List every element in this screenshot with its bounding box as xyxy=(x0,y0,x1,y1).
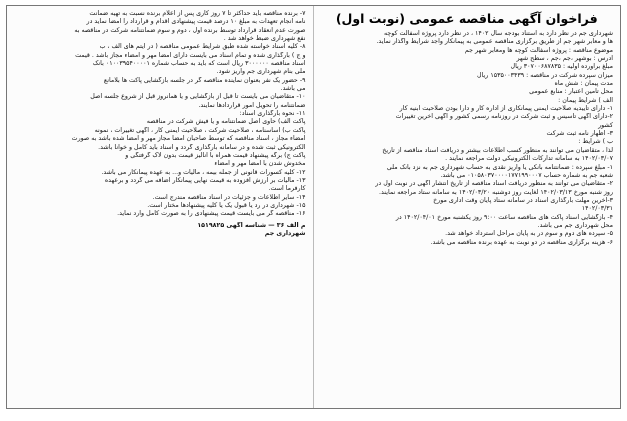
text-line: ضمانتنامه را تحویل امور قراردادها نمایند. xyxy=(198,101,306,109)
text-line: شعبه جم به شماره حساب ۰۱۰۵۸۰۳۷۰۰۰۰۱۷۷۱۹۹۰۰۰۷ می باشد. xyxy=(440,171,613,179)
text-line: روز شنبه مورخ ۱۴۰۲/۰۳/۱۳ لغایت روز دوشنبه ۱۴۰۲/۰۳/۲۰ به سامانه ستاد مراجعه نمایند. xyxy=(378,188,613,196)
text-line: نفع شهرداری ضبط خواهد شد . xyxy=(223,35,306,43)
text-line: پاکت ب) اساسنامه ، صلاحیت شرکت ، صلاحیت ایمنی کار ، آگهی تغییرات ، نمونه xyxy=(94,126,306,134)
announcement-title: فراخوان آگهی مناقصه عمومی (نوبت اول) xyxy=(335,11,598,26)
text-line: ۱- مبلغ سپرده : ضمانتنامه بانکی یا واریز نقدی به حساب شهرداری جم به نزد بانک ملی xyxy=(386,163,613,171)
text-line: الف ) شرایط پیمان : xyxy=(558,96,613,104)
text-line: می باشد. xyxy=(280,85,306,93)
text-line: ۲- متقاضیان می توانند به منظور دریافت اسناد مناقصه از تاریخ انتشار آگهی در نوبت اول در xyxy=(375,180,613,188)
text-line: ۱۵- شهرداری در رد یا قبول یک یا کلیه پیشنهادها مختار است. xyxy=(147,201,306,209)
signature-block xyxy=(14,222,306,239)
text-line: الکترونیکی ثبت شده و در سامانه بارگذاری گردد و اسناد باید کامل و خوانا باشد. xyxy=(98,143,306,151)
text-line: ۱- دارای تاییدیه صلاحیت ایمنی پیمانکاری از اداره کار و دارا بودن صلاحیت ابنیه کار xyxy=(399,105,613,113)
text-line: ها و معابر شهر جم از طریق برگزاری مناقصه عمومی به پیمانکار واجد شرایط واگذار نماید. xyxy=(376,38,613,46)
text-line: ۱۶- مناقصه گر می بایست قیمت پیشنهادی را به صورت کامل وارد نماید. xyxy=(117,210,306,218)
text-line: ۴- بازگشایی اسناد پاکت های مناقصه ساعت ۹:۰۰ روز یکشنبه مورخ ۱۴۰۲/۰۴/۰۱ در xyxy=(395,213,613,221)
text-line: ۱۱- نحوه بارگذاری اسناد: xyxy=(239,110,306,118)
text-line: ۷- برنده مناقصه باید حداکثر تا ۷ روز کاری پس از اعلام برنده نسبت به تهیه ضمانت xyxy=(89,10,306,17)
text-line: امضاء مجاز ، اسناد مناقصه که توسط صاحبان امضا مجاز مهر و امضا شده باشد به صورت xyxy=(71,135,306,143)
text-line: کارفرما است. xyxy=(268,185,306,193)
text-line: ۶- هزینه برگزاری مناقصه در دو نوبت به عهده برنده مناقصه می باشد. xyxy=(430,238,613,246)
text-line: محل شهرداری جم می باشد. xyxy=(537,221,613,229)
announcement-code: م الف ۳۶ — شناسه آگهی ۱۵۱۹۸۲۵ xyxy=(197,221,306,229)
text-line: ۳- اظهار نامه ثبت شرکت xyxy=(546,130,613,138)
text-line: میزان سپرده شرکت در مناقصه : ۱۵۳۵۰۰۳۴۳۹ ریال xyxy=(477,71,613,79)
text-line: ۸- کلیه اسناد خواسته شده طبق شرایط عمومی مناقصه ( در آیتم های الف ، ب xyxy=(99,43,306,51)
text-line: اسناد مناقصه ۳۰۰۰۰۰۰ ریال است که باید به حساب شماره ۰۱۰۰۳۹۵۴۰۰۰۰۱ بانک xyxy=(92,60,306,68)
text-line: ۱۲- کلیه کسورات قانونی از جمله بیمه ، مالیات و... به عهده پیمانکار می باشد. xyxy=(101,168,306,176)
right-column-text xyxy=(321,30,614,247)
text-line: نامه انجام تعهدات به مبلغ ۱۰ درصد قیمت پیشنهادی اقدام و قرارداد را امضا نماید در xyxy=(86,18,306,26)
text-line: شهرداری جم در نظر دارد به استناد بودجه سال ۱۴۰۲ ، در نظر دارد پروژه آسفالت کوچه xyxy=(383,30,613,37)
text-line: پاکت الف) حاوی اصل ضمانتنامه و یا فیش شرکت در مناقصه xyxy=(146,118,306,126)
text-line: ۱۴۰۲/۰۳/۳۱ xyxy=(581,205,613,213)
text-line: مبلغ برآورده اولیه : ۳۰۷۰۰۶۸۷۸۳۵ ریال xyxy=(510,63,613,71)
text-line: ۱۳- مالیات بر ارزش افزوده به قیمت نهایی پیمانکار اضافه می گردد و برعهده xyxy=(104,176,306,184)
text-line: ۱۴- سایر اطلاعات و جزئیات در اسناد مناقصه مندرج است. xyxy=(152,193,306,201)
text-line: ب ) شرایط : xyxy=(578,138,613,146)
issuer-name: شهرداری جم xyxy=(264,229,306,237)
text-line: ۳-آخرین مهلت بارگذاری اسناد در سامانه ستاد پایان وقت اداری مورخ xyxy=(433,196,613,204)
text-line: ۹- حضور یک نفر بعنوان نماینده مناقصه گر در جلسه بازگشایی پاکت ها بلامانع xyxy=(103,76,306,84)
text-line: محل تامین اعتبار : منابع عمومی xyxy=(529,88,613,96)
text-line: ملی بنام شهرداری جم واریز شود. xyxy=(216,68,306,76)
text-line: ۱۰- متقاضیان می بایست تا قبل از بازگشایی و یا همانروز قبل از شروع جلسه اصل xyxy=(90,93,306,101)
text-line: صورت عدم انعقاد قرارداد توسط برنده اول ، دوم و سوم ضمانتنامه شرکت در مناقصه به xyxy=(74,26,306,34)
text-line: ۲-دارای آگهی تاسیس و ثبت شرکت در روزنامه رسمی کشور و آگهی آخرین تغییرات xyxy=(395,113,613,121)
announcement-right-column xyxy=(314,6,621,408)
announcement-page xyxy=(6,5,621,409)
text-line: موضوع مناقصه : پروژه آسفالت کوچه ها ومعابر شهر جم xyxy=(464,46,613,54)
text-line: مخدوش شدن با امضا مهر و امضاء xyxy=(214,160,306,168)
text-line: کشور xyxy=(598,121,613,129)
text-line: و ج ) بارگذاری شده و تمام اسناد می بایست دارای امضا مهر و امضاء مجاز باشد . قیمت xyxy=(75,51,306,59)
announcement-left-column xyxy=(7,6,314,408)
text-line: ۱۴۰۲/۰۳/۰۷ به سامانه تدارکات الکترونیکی دولت مراجعه نمایند . xyxy=(445,155,613,163)
text-line: پاکت ج) برگه پیشنهاد قیمت همراه با آنالیز قیمت بدون لاک گرفتگی و xyxy=(125,151,306,159)
text-line: مدت پیمان : شش ماه xyxy=(554,80,613,88)
text-line: ۵- سپرده های دوم و سوم در به پایان مراحل استرداد خواهد شد. xyxy=(445,230,613,238)
left-column-text xyxy=(14,10,306,219)
text-line: لذا ، متقاضیان می توانند به منظور کسب اطلاعات بیشتر و دریافت اسناد مناقصه از تاریخ xyxy=(382,146,613,154)
text-line: آدرس : بوشهر ،جم ،جم ، سطح شهر xyxy=(516,55,613,63)
